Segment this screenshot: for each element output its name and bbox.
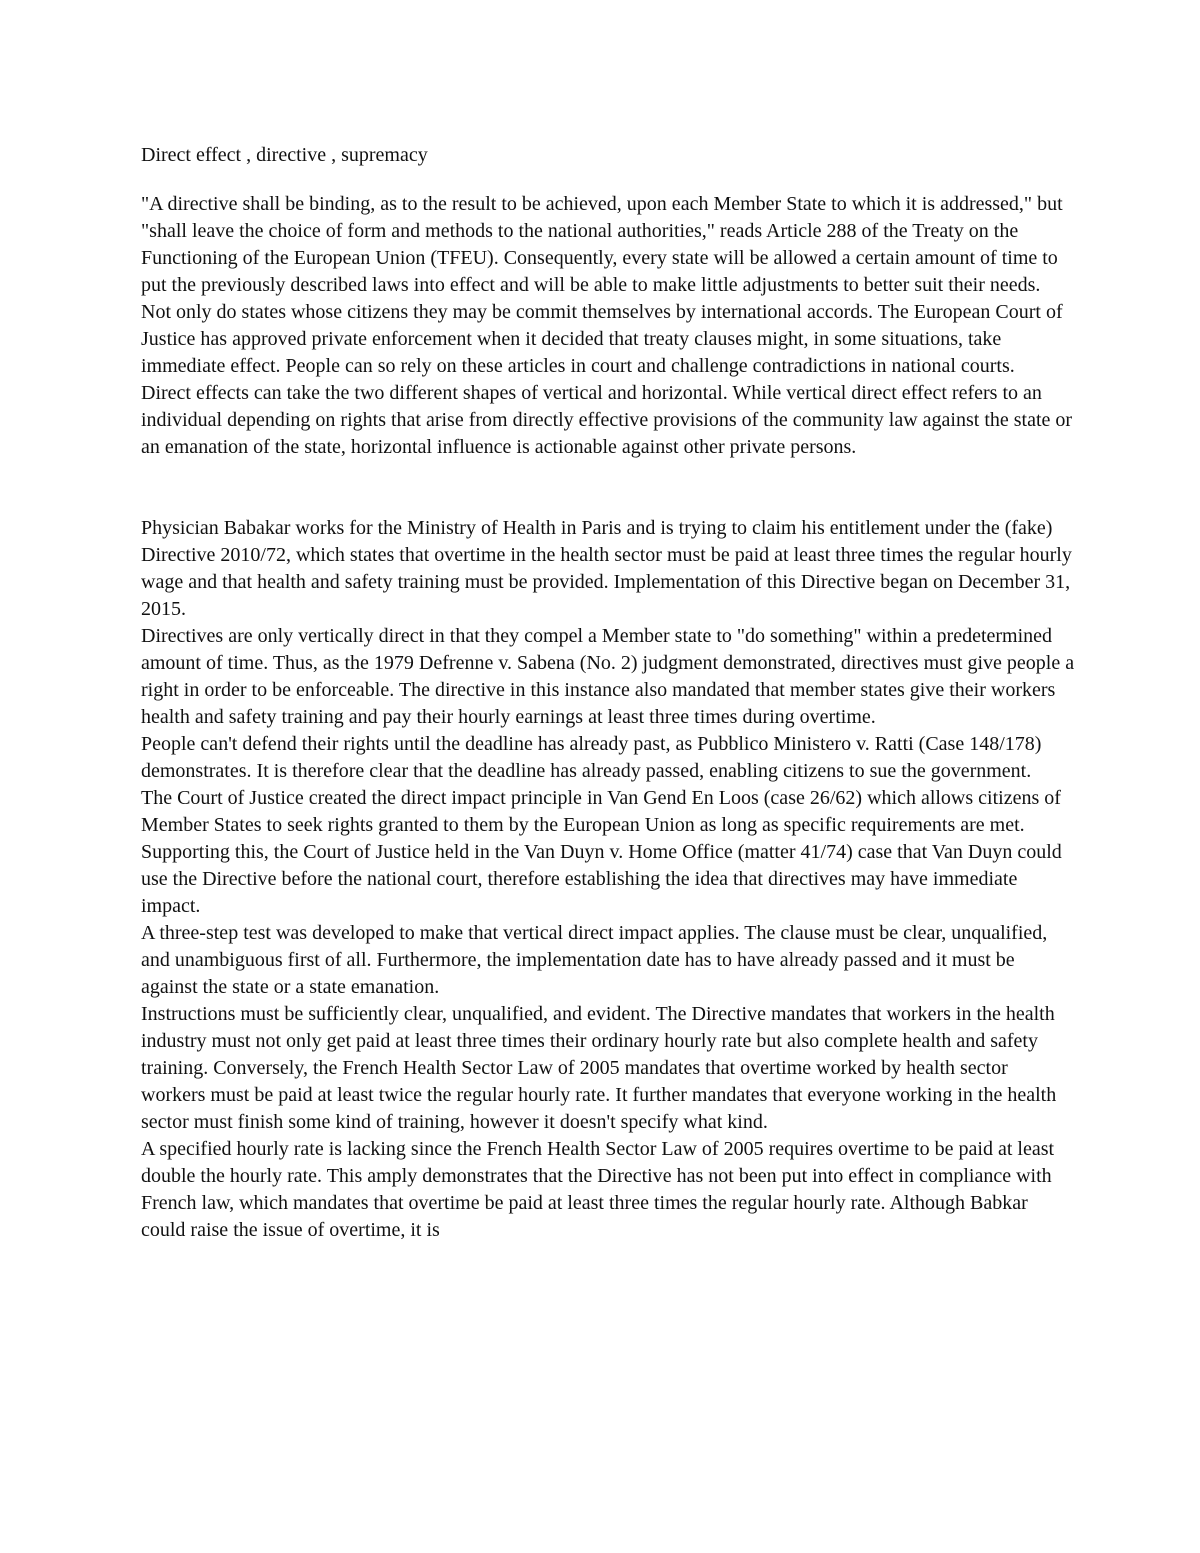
paragraph-babakar-claim: Physician Babakar works for the Ministry of Health in Paris and is trying to claim his entitlement under the (fake) Directive 2010/72, which states that overtime in the health sector must be paid at least three times the regular hourly wage and that health and safety training must be provided. Implementation of this Directive began on December 31, 2015. [141,517,1072,620]
paragraph-ratti: People can't defend their rights until the deadline has already past, as Pubblico Ministero v. Ratti (Case 148/178) demonstrates. It is therefore clear that the deadline has already passed, enabling citizens to sue the government. [141,733,1042,782]
document-page [141,142,1076,1244]
paragraph-vertical-directives: Directives are only vertically direct in that they compel a Member state to "do something" within a predetermined amount of time. Thus, as the 1979 Defrenne v. Sabena (No. 2) judgment demonstrated, directives must give people a right in order to be enforceable. The directive in this instance also mandated that member states give their workers health and safety training and pay their hourly earnings at least three times during overtime. [141,625,1075,728]
section-case-analysis [141,515,1076,1244]
paragraph-article-288: "A directive shall be binding, as to the result to be achieved, upon each Member State to which it is addressed," but "shall leave the choice of form and methods to the national authorities," reads Article 288 of the Treaty on the Functioning of the European Union (TFEU). Consequently, every state will be allowed a certain amount of time to put the previously described laws into effect and will be able to make little adjustments to better suit their needs. [141,193,1063,296]
section-intro [141,191,1076,461]
paragraph-vertical-horizontal: Direct effects can take the two different shapes of vertical and horizontal. While vertical direct effect refers to an individual depending on rights that arise from directly effective provisions of the community law against the state or an emanation of the state, horizontal influence is actionable against other private persons. [141,382,1073,458]
paragraph-three-step-test: A three-step test was developed to make that vertical direct impact applies. The clause must be clear, unqualified, and unambiguous first of all. Furthermore, the implementation date has to have already passed and it must be against the state or a state emanation. [141,922,1048,998]
document-title: Direct effect , directive , supremacy [141,144,428,166]
paragraph-hourly-rate: A specified hourly rate is lacking since the French Health Sector Law of 2005 requires overtime to be paid at least double the hourly rate. This amply demonstrates that the Directive has not been put into effect in compliance with French law, which mandates that overtime be paid at least three times the regular hourly rate. Although Babkar could raise the issue of overtime, it is [141,1138,1055,1241]
section-spacer [141,461,1076,515]
paragraph-instructions-clear: Instructions must be sufficiently clear, unqualified, and evident. The Directive mandates that workers in the health industry must not only get paid at least three times their ordinary hourly rate but also complete health and safety training. Conversely, the French Health Sector Law of 2005 mandates that overtime worked by health sector workers must be paid at least twice the regular hourly rate. It further mandates that everyone working in the health sector must finish some kind of training, however it doesn't specify what kind. [141,1003,1057,1133]
paragraph-van-gend-en-loos: The Court of Justice created the direct impact principle in Van Gend En Loos (case 26/62) which allows citizens of Member States to seek rights granted to them by the European Union as long as specific requirements are met. Supporting this, the Court of Justice held in the Van Duyn v. Home Office (matter 41/74) case that Van Duyn could use the Directive before the national court, therefore establishing the idea that directives may have immediate impact. [141,787,1062,917]
paragraph-private-enforcement: Not only do states whose citizens they may be commit themselves by international accords. The European Court of Justice has approved private enforcement when it decided that treaty clauses might, in some situations, take immediate effect. People can so rely on these articles in court and challenge contradictions in national courts. [141,301,1063,377]
